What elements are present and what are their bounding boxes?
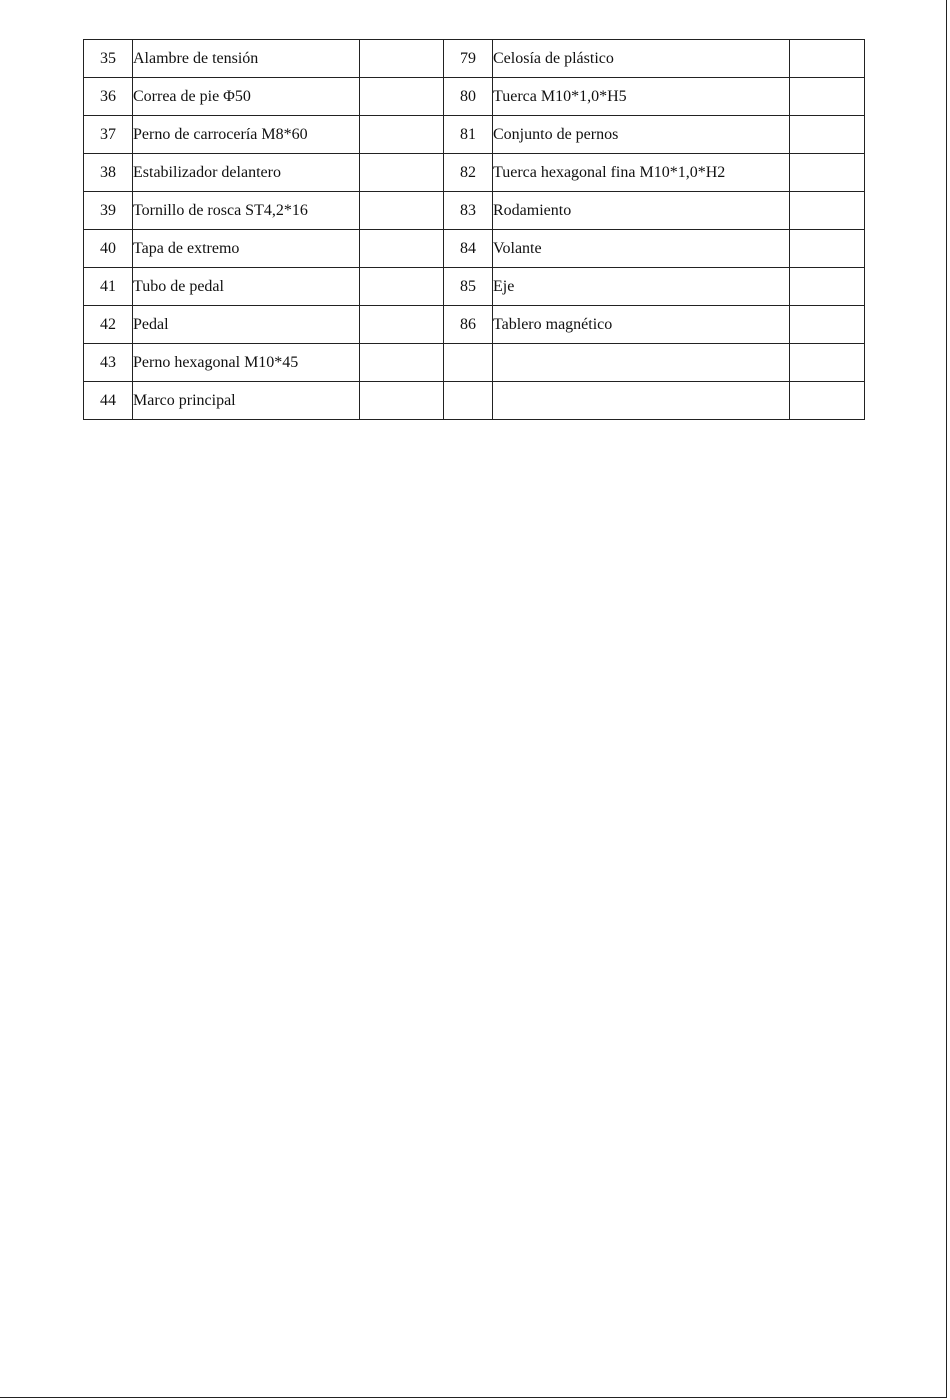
- part-qty-left: [360, 306, 444, 344]
- part-qty-right: [790, 154, 865, 192]
- table-row: [84, 116, 865, 154]
- part-number-left: 44: [84, 382, 133, 420]
- part-qty-left: [360, 268, 444, 306]
- part-number-left: 40: [84, 230, 133, 268]
- part-qty-left: [360, 154, 444, 192]
- part-number-left: 43: [84, 344, 133, 382]
- part-number-right: 81: [444, 116, 493, 154]
- page-edge-right: [946, 0, 947, 1398]
- part-number-left: 36: [84, 78, 133, 116]
- part-qty-left: [360, 40, 444, 78]
- part-qty-right: [790, 230, 865, 268]
- part-name-left: Perno hexagonal M10*45: [133, 344, 360, 382]
- part-number-right: 83: [444, 192, 493, 230]
- part-name-right: Celosía de plástico: [493, 40, 790, 78]
- table-row: [84, 40, 865, 78]
- part-number-right: [444, 344, 493, 382]
- part-number-right: [444, 382, 493, 420]
- part-number-right: 82: [444, 154, 493, 192]
- part-name-right: Conjunto de pernos: [493, 116, 790, 154]
- part-qty-right: [790, 192, 865, 230]
- part-qty-right: [790, 40, 865, 78]
- table-row: [84, 382, 865, 420]
- parts-list-table: [83, 39, 865, 420]
- part-number-right: 84: [444, 230, 493, 268]
- table-row: [84, 268, 865, 306]
- part-number-left: 35: [84, 40, 133, 78]
- part-number-left: 42: [84, 306, 133, 344]
- part-qty-left: [360, 192, 444, 230]
- part-qty-right: [790, 344, 865, 382]
- part-number-left: 38: [84, 154, 133, 192]
- part-qty-right: [790, 116, 865, 154]
- part-name-right: Rodamiento: [493, 192, 790, 230]
- part-name-right: Tuerca hexagonal fina M10*1,0*H2: [493, 154, 790, 192]
- part-number-right: 85: [444, 268, 493, 306]
- part-number-left: 39: [84, 192, 133, 230]
- part-name-right: Tablero magnético: [493, 306, 790, 344]
- part-name-left: Estabilizador delantero: [133, 154, 360, 192]
- part-name-right: Tuerca M10*1,0*H5: [493, 78, 790, 116]
- part-number-left: 41: [84, 268, 133, 306]
- part-name-left: Tornillo de rosca ST4,2*16: [133, 192, 360, 230]
- part-name-right: Eje: [493, 268, 790, 306]
- part-qty-left: [360, 344, 444, 382]
- part-name-left: Perno de carrocería M8*60: [133, 116, 360, 154]
- part-name-right: Volante: [493, 230, 790, 268]
- part-number-left: 37: [84, 116, 133, 154]
- part-qty-left: [360, 230, 444, 268]
- part-name-left: Tubo de pedal: [133, 268, 360, 306]
- part-name-left: Marco principal: [133, 382, 360, 420]
- part-name-left: Correa de pie Φ50: [133, 78, 360, 116]
- table-row: [84, 192, 865, 230]
- part-qty-left: [360, 382, 444, 420]
- table-row: [84, 154, 865, 192]
- table-row: [84, 78, 865, 116]
- part-qty-right: [790, 382, 865, 420]
- part-number-right: 79: [444, 40, 493, 78]
- part-name-right: [493, 344, 790, 382]
- part-name-left: Pedal: [133, 306, 360, 344]
- table-row: [84, 306, 865, 344]
- table-row: [84, 344, 865, 382]
- part-qty-right: [790, 78, 865, 116]
- part-number-right: 86: [444, 306, 493, 344]
- part-qty-left: [360, 78, 444, 116]
- page-edge-bottom: [0, 1397, 947, 1398]
- part-name-left: Tapa de extremo: [133, 230, 360, 268]
- part-qty-right: [790, 306, 865, 344]
- part-qty-right: [790, 268, 865, 306]
- part-name-left: Alambre de tensión: [133, 40, 360, 78]
- part-qty-left: [360, 116, 444, 154]
- table-row: [84, 230, 865, 268]
- part-number-right: 80: [444, 78, 493, 116]
- part-name-right: [493, 382, 790, 420]
